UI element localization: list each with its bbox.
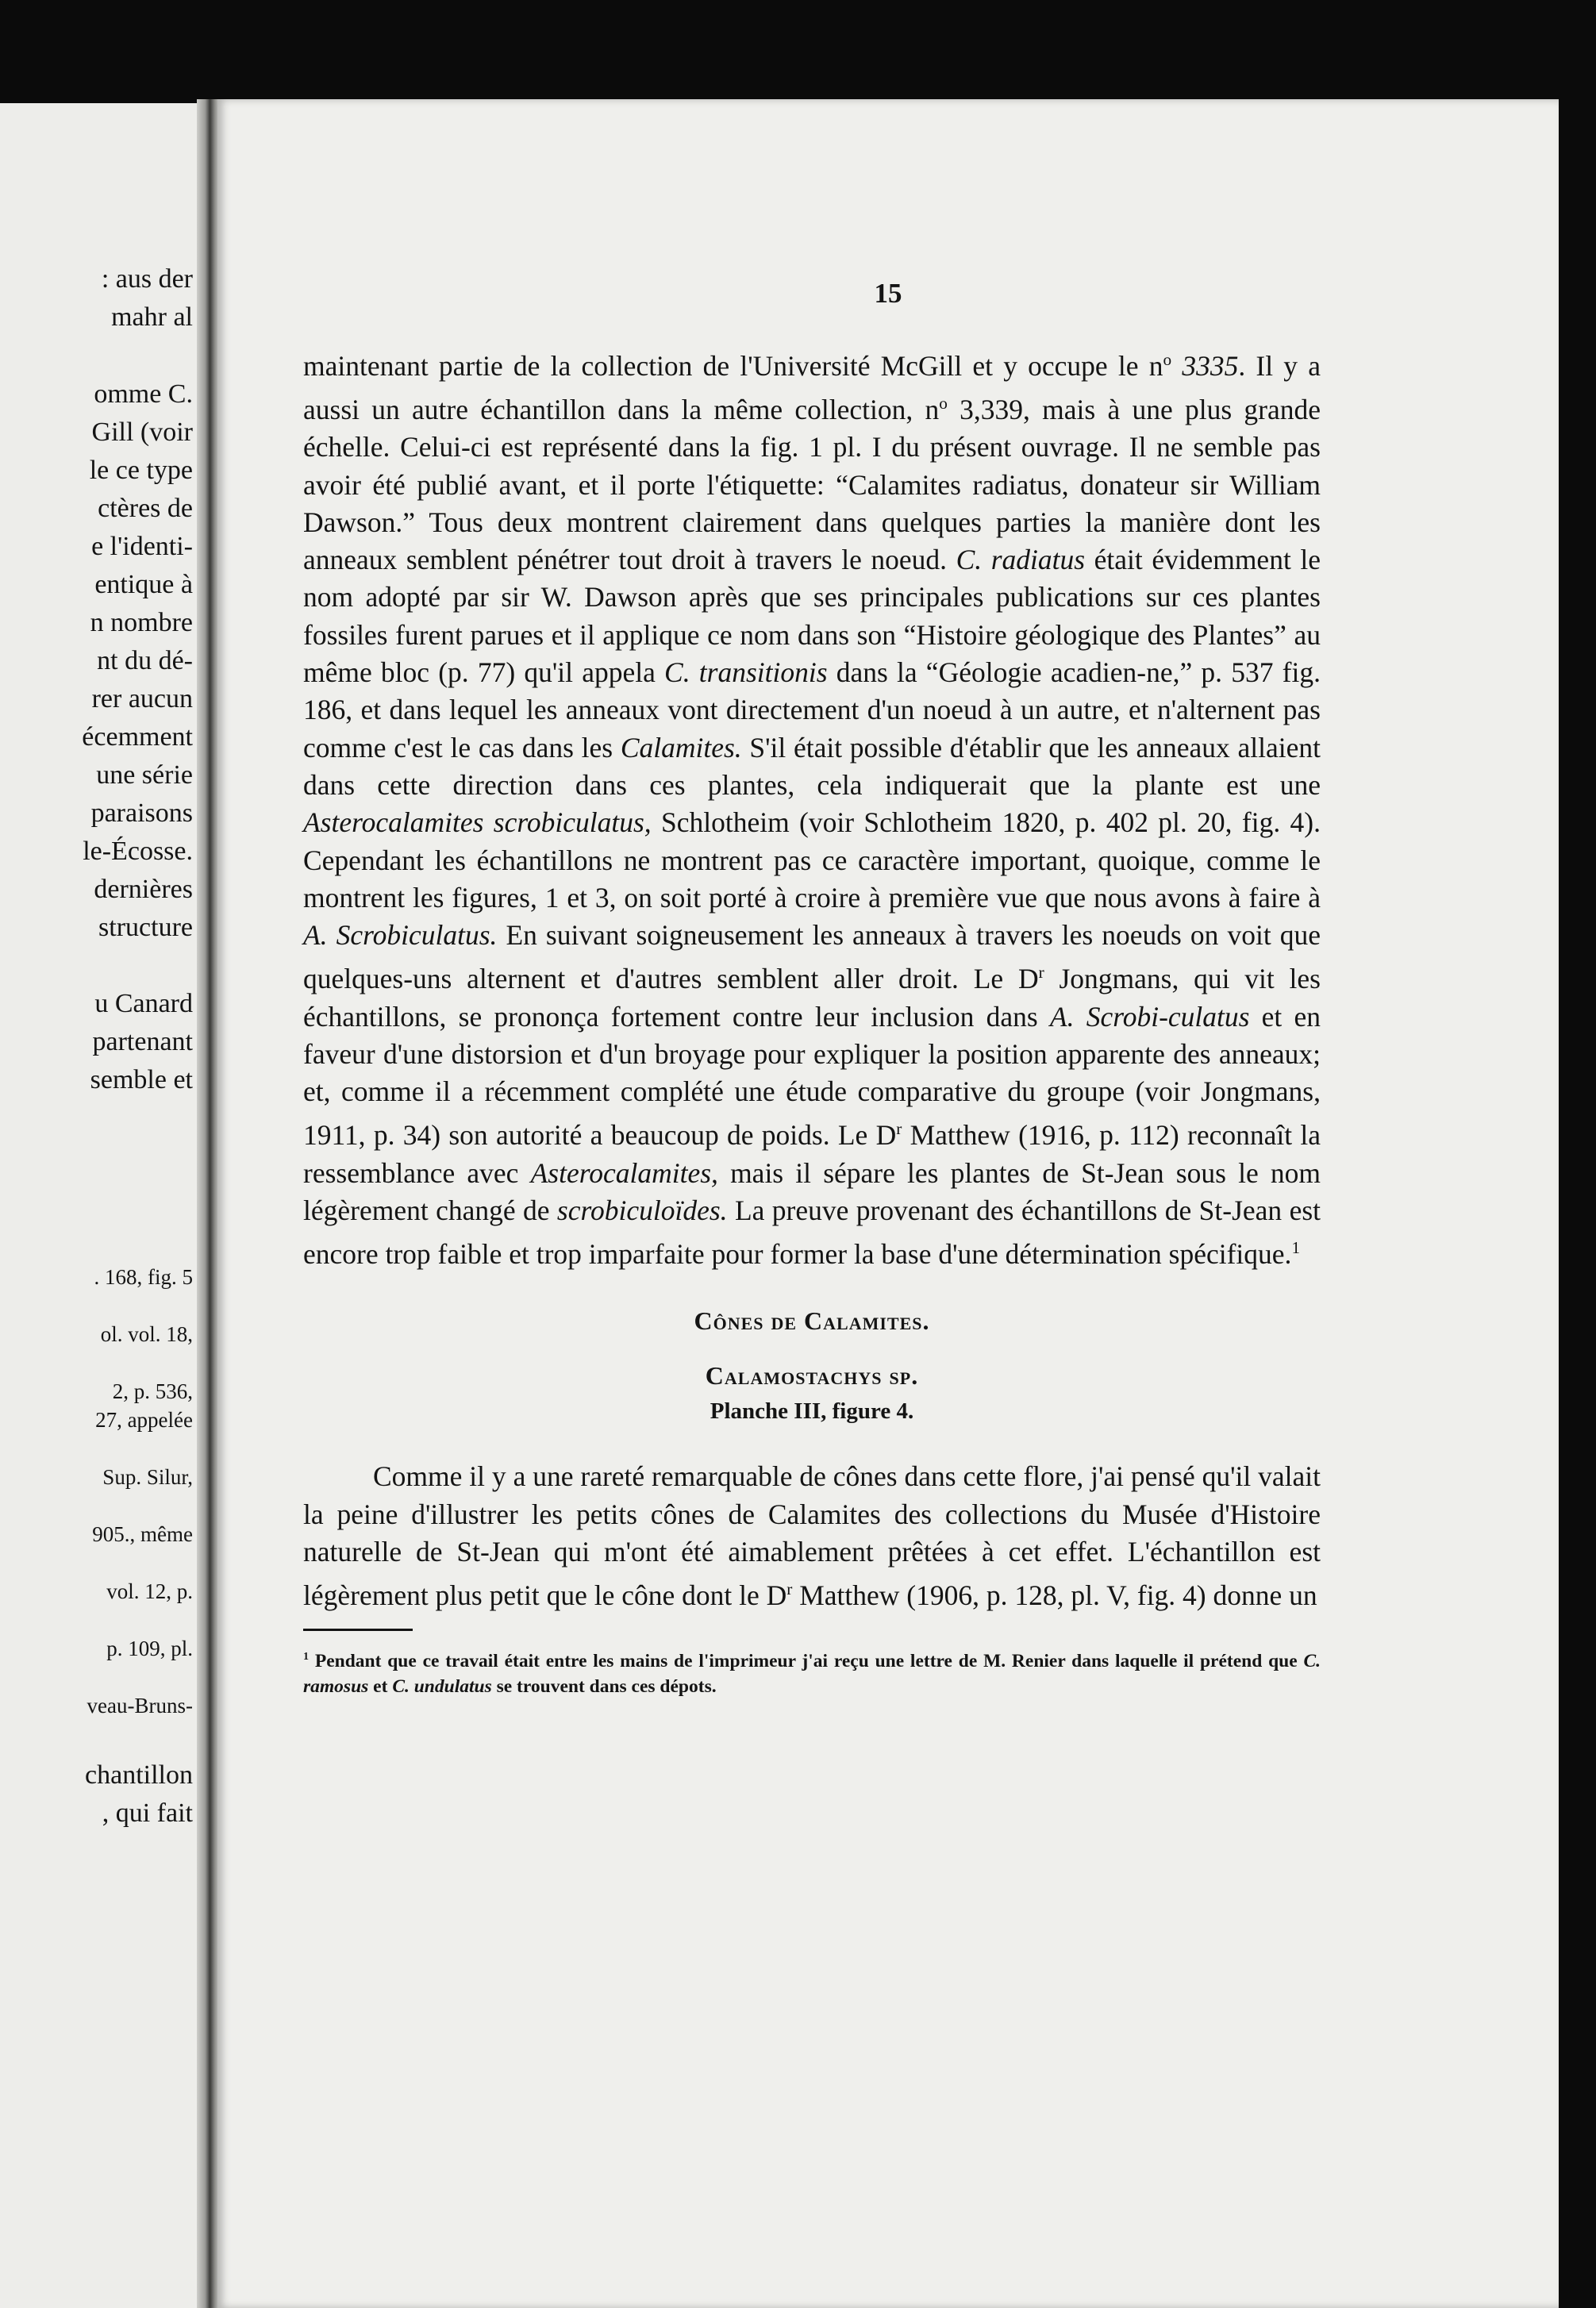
italic-run: Calamites. [620,731,742,764]
superscript: 1 [303,1650,310,1664]
text-run: dans la “Géologie acadien-ne,” p. 537 fig. 186, et dans lequel les anneaux vont directement d'un noeud à un autre, et n'alternent pas comme c'est le cas dans les [303,656,1321,764]
plate-reference: Planche III, figure 4. [710,1398,914,1425]
previous-page-line: structure [98,913,193,942]
paragraph-cones [303,1458,1321,1614]
italic-run: 3335 [1182,349,1239,382]
previous-page-line: 2, p. 536, [112,1379,193,1403]
italic-run: A. Scrobiculatus. [303,919,498,952]
previous-page-line: e l'identi- [91,532,193,561]
text-run: et en faveur d'une distorsion et d'un broyage pour expliquer la position apparente des anneaux; et, comme il a récemment complété une étude comparative du groupe (voir Jongmans, 1911, p. 34) son autorité a beaucoup de poids. Le D [303,1000,1321,1152]
text-run: se trouvent dans ces dépots. [491,1676,717,1698]
previous-page-line: paraisons [90,798,193,828]
superscript: r [896,1119,902,1139]
italic-run: Asterocalamites scrobiculatus, [303,806,652,839]
previous-page-line: écemment [82,722,193,752]
text-run: Pendant que ce travail était entre les mains de l'imprimeur j'ai reçu une lettre de M. Renier dans laquelle il prétend que [309,1651,1304,1672]
text-run: maintenant partie de la collection de l'Université McGill et y occupe le n [303,349,1163,382]
footnote-rule [303,1629,413,1631]
italic-run: C. ramosus [303,1651,1321,1698]
previous-page-fragment [0,103,202,2308]
book-page [217,99,1559,2308]
previous-page-line: Sup. Silur, [102,1465,193,1489]
previous-page-line: une série [96,760,193,790]
superscript: o [1163,350,1172,369]
superscript: r [786,1579,793,1599]
previous-page-line: entique à [94,570,193,599]
text-run [1171,350,1182,382]
text-run: Matthew (1906, p. 128, pl. V, fig. 4) donne un [792,1579,1317,1611]
previous-page-line: ctères de [98,494,193,523]
previous-page-line: partenant [92,1027,193,1056]
previous-page-line: dernières [94,875,193,904]
italic-run: C. transitionis [664,656,828,689]
previous-page-line: ol. vol. 18, [100,1322,193,1346]
text-run: La preuve provenant des échantillons de St-Jean est encore trop faible et trop imparfaite pour former la base d'une détermination spécifique. [303,1194,1321,1270]
paragraph-calamites-radiatus [303,341,1321,1273]
text-run: . Il y a aussi un autre échantillon dans la même collection, n [303,349,1321,425]
previous-page-line: omme C. [94,379,193,409]
previous-page-line: u Canard [94,989,193,1018]
text-run: Matthew (1916, p. 112) reconnaît la ressemblance avec [303,1119,1321,1189]
italic-run: C. radiatus [956,544,1086,576]
section-heading-cones: Cônes de Calamites. [694,1306,930,1336]
previous-page-line: le-Écosse. [83,837,193,866]
text-run: Comme il y a une rareté remarquable de cônes dans cette flore, j'ai pensé qu'il valait la peine d'illustrer les petits cônes de Calamites des collections du Musée d'Histoire naturelle de St-Jean qui m'ont été aimablement prêtées à cet effet. L'échantillon est légèrement plus petit que le cône dont le D [303,1460,1321,1611]
previous-page-line: : aus der [101,264,193,294]
previous-page-line: veau-Bruns- [87,1694,193,1718]
previous-page-line: , qui fait [102,1798,193,1828]
previous-page-line: le ce type [89,456,193,485]
previous-page-line: n nombre [90,608,193,637]
italic-run: C. undulatus [392,1676,492,1698]
previous-page-line: mahr al [111,302,193,332]
previous-page-line: p. 109, pl. [106,1637,193,1660]
text-run: Jongmans, qui vit les échantillons, se prononça fortement contre leur inclusion dans [303,963,1321,1033]
text-run: Schlotheim (voir Schlotheim 1820, p. 402 pl. 20, fig. 4). Cependant les échantillons ne montrent pas ce caractère important, quoique, comme le montrent les figures, 1 et 3, on soit porté à croire à première vue que nous avons à faire à [303,806,1321,914]
previous-page-line: chantillon [85,1760,193,1790]
page-body [303,341,1321,1699]
superscript: r [1038,963,1044,983]
subsection-heading-calamostachys: Calamostachys sp. [705,1361,919,1391]
text-run: et [368,1676,393,1698]
italic-run: Asterocalamites, [530,1156,718,1189]
previous-page-line: . 168, fig. 5 [94,1265,193,1289]
italic-run: scrobiculoïdes. [556,1194,728,1226]
previous-page-line: Gill (voir [91,417,193,447]
superscript: 1 [1291,1238,1301,1258]
text-run: mais il sépare les plantes de St-Jean sous le nom légèrement changé de [303,1156,1321,1226]
text-run: En suivant soigneusement les anneaux à travers les noeuds on voit que quelques-uns alternent et d'autres semblent aller droit. Le D [303,919,1321,995]
previous-page-line: semble et [90,1065,193,1094]
previous-page-line: 905., même [92,1522,193,1546]
italic-run: A. Scrobi-culatus [1049,1000,1250,1033]
previous-page-line: vol. 12, p. [106,1579,193,1603]
previous-page-line: rer aucun [91,684,193,714]
previous-page-line: nt du dé- [97,646,193,675]
text-run: était évidemment le nom adopté par sir W. Dawson après que ses principales publications sur ces plantes fossiles furent parues et il applique ce nom dans son “Histoire géologique des Plantes” au même bloc (p. 77) qu'il appela [303,544,1321,689]
previous-page-line: 27, appelée [95,1408,193,1432]
footnote [303,1644,1321,1699]
superscript: o [939,394,948,414]
text-run: 3,339, mais à une plus grande échelle. Celui-ci est représenté dans la fig. 1 pl. I du présent ouvrage. Il ne semble pas avoir été publié avant, et il porte l'étiquette: “Calamites radiatus, donateur sir William Dawson.” Tous deux montrent clairement dans quelques parties la manière dont les anneaux semblent pénétrer tout droit à travers le noeud. [303,393,1321,576]
page-number: 15 [874,278,902,309]
text-run: S'il était possible d'établir que les anneaux allaient dans cette direction dans ces plantes, cela indiquerait que la plante est une [303,731,1321,801]
